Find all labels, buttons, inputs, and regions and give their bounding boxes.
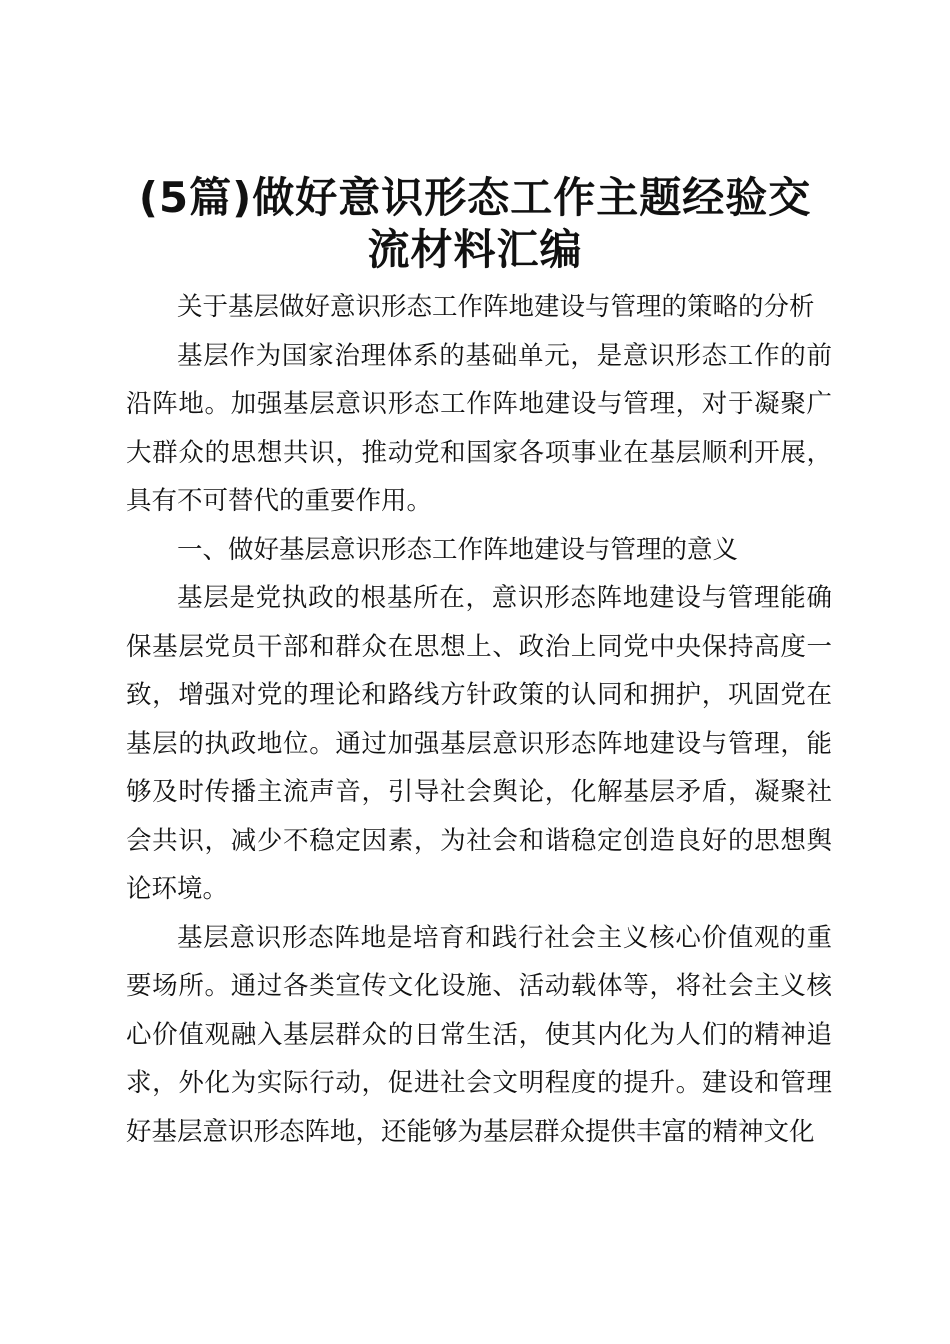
document-body bbox=[126, 283, 832, 1156]
section-heading: 一、做好基层意识形态工作阵地建设与管理的意义 bbox=[177, 534, 739, 565]
paragraph: 基层作为国家治理体系的基础单元，是意识形态工作的前沿阵地。加强基层意识形态工作阵地建设与管理，对于凝聚广大群众的思想共识，推动党和国家各项事业在基层顺利开展，具有不可替代的重要作用。 bbox=[126, 340, 832, 516]
paragraph: 基层是党执政的根基所在，意识形态阵地建设与管理能确保基层党员干部和群众在思想上、政治上同党中央保持高度一致，增强对党的理论和路线方针政策的认同和拥护，巩固党在基层的执政地位。通过加强基层意识形态阵地建设与管理，能够及时传播主流声音，引导社会舆论，化解基层矛盾，凝聚社会共识，减少不稳定因素，为社会和谐稳定创造良好的思想舆论环境。 bbox=[126, 583, 832, 904]
document-title: (5篇)做好意识形态工作主题经验交流材料汇编 bbox=[138, 173, 812, 274]
paragraph: 基层意识形态阵地是培育和践行社会主义核心价值观的重要场所。通过各类宣传文化设施、活动载体等，将社会主义核心价值观融入基层群众的日常生活，使其内化为人们的精神追求，外化为实际行动，促进社会文明程度的提升。建设和管理好基层意识形态阵地，还能够为基层群众提供丰富的精神文化 bbox=[126, 922, 832, 1147]
section-heading: 关于基层做好意识形态工作阵地建设与管理的策略的分析 bbox=[177, 292, 815, 322]
